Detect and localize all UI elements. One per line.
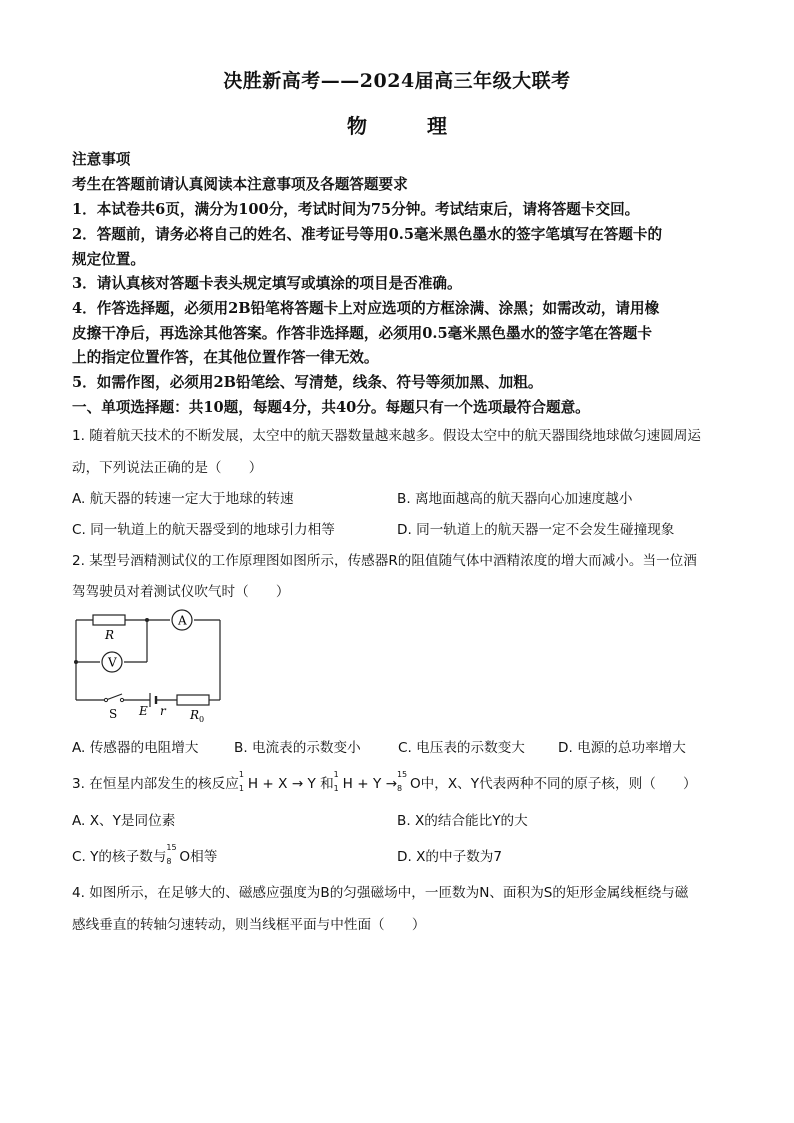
nuclide-h: 1 1 H: [333, 770, 353, 793]
q1-option-b: B. 离地面越高的航天器向心加速度越小: [397, 491, 633, 507]
junction-dot: [145, 618, 149, 622]
q2-stem: 2. 某型号酒精测试仪的工作原理图如图所示，传感器R的阻值随气体中酒精浓度的增大而减小。当一位酒: [72, 553, 697, 569]
label-switch: S: [109, 707, 118, 721]
label-ammeter: A: [178, 613, 187, 628]
nuclide-o: 15 8 O: [166, 843, 191, 866]
q1-stem: 1. 随着航天技术的不断发展，太空中的航天器数量越来越多。假设太空中的航天器围绕地球做匀速圆周运: [72, 428, 702, 444]
q3-option-b: B. X的结合能比Y的大: [397, 813, 528, 829]
label-r0: $R_0$: [190, 708, 205, 724]
q2-option-d: D. 电源的总功率增大: [558, 740, 686, 756]
notice-line: 3．请认真核对答题卡表头规定填写或填涂的项目是否准确。: [72, 275, 462, 292]
circuit-diagram: [70, 608, 230, 726]
nuclide-h: 1 1 H: [238, 770, 259, 793]
q1-option-c: C. 同一轨道上的航天器受到的地球引力相等: [72, 522, 335, 538]
q1-option-a: A. 航天器的转速一定大于地球的转速: [72, 491, 294, 507]
q3-option-a: A. X、Y是同位素: [72, 813, 176, 829]
notice-line: 4．作答选择题，必须用2B铅笔将答题卡上对应选项的方框涂满、涂黑；如需改动，请用橡: [72, 300, 660, 317]
subject-title: 物 理: [347, 114, 467, 138]
notice-line: 规定位置。: [72, 251, 145, 268]
q3-option-c: C. Y的核子数与 15 8 O相等: [72, 843, 218, 866]
junction-dot: [74, 660, 78, 664]
resistor-r-symbol: [93, 615, 125, 625]
q3-stem: 3. 在恒星内部发生的核反应 1 1 H + X → Y 和 1 1 H + Y → 15 8 O中，X、Y代表两种不同的原子核，则（ ）: [72, 770, 697, 793]
notice-line: 上的指定位置作答，在其他位置作答一律无效。: [72, 349, 379, 366]
exam-title: 决胜新高考——2024届高三年级大联考: [223, 70, 571, 92]
q2-option-c: C. 电压表的示数变大: [398, 740, 525, 756]
q1-option-d: D. 同一轨道上的航天器一定不会发生碰撞现象: [397, 522, 675, 538]
notice-line: 5．如需作图，必须用2B铅笔绘、写清楚，线条、符号等须加黑、加粗。: [72, 374, 543, 391]
resistor-r0-symbol: [177, 695, 209, 705]
notice-line: 1．本试卷共6页，满分为100分，考试时间为75分钟。考试结束后，请将答题卡交回。: [72, 201, 640, 218]
section-heading: 一、单项选择题：共10题，每题4分，共40分。每题只有一个选项最符合题意。: [72, 399, 590, 416]
nuclide-o: 15 8 O: [396, 770, 421, 793]
notice-intro: 考生在答题前请认真阅读本注意事项及各题答题要求: [72, 176, 408, 193]
q2-stem: 驾驾驶员对着测试仪吹气时（ ）: [72, 584, 290, 600]
q2-option-b: B. 电流表的示数变小: [234, 740, 361, 756]
label-r: R: [105, 628, 115, 642]
q3-option-d: D. X的中子数为7: [397, 849, 503, 865]
label-internal-r: r: [160, 704, 166, 718]
label-voltmeter: V: [108, 655, 117, 670]
q1-stem: 动，下列说法正确的是（ ）: [72, 460, 263, 476]
q2-option-a: A. 传感器的电阻增大: [72, 740, 199, 756]
q4-stem: 4. 如图所示，在足够大的、磁感应强度为B的匀强磁场中，一匝数为N、面积为S的矩形金属线框绕与磁: [72, 885, 689, 901]
switch-symbol: [104, 698, 123, 701]
battery-symbol: [150, 693, 156, 707]
notice-line: 2．答题前，请务必将自己的姓名、准考证号等用0.5毫米黑色墨水的签字笔填写在答题卡的: [72, 226, 663, 243]
q4-stem: 感线垂直的转轴匀速转动，则当线框平面与中性面（ ）: [72, 917, 426, 933]
label-emf: E: [139, 704, 148, 718]
notice-line: 皮擦干净后，再选涂其他答案。作答非选择题，必须用0.5毫米黑色墨水的签字笔在答题卡: [72, 325, 652, 342]
notice-heading: 注意事项: [72, 151, 131, 168]
